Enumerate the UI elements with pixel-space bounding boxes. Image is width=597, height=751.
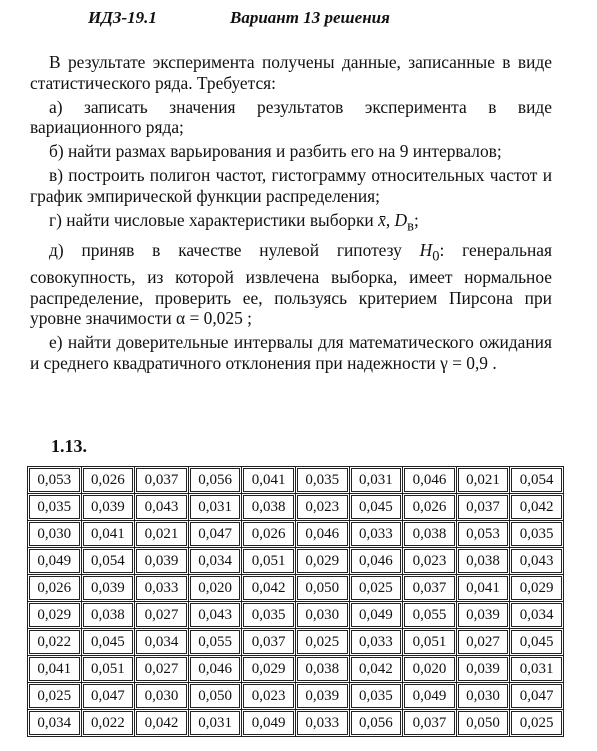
cell-value: 0,023 <box>404 549 455 573</box>
null-hypothesis-symbol: H <box>419 240 433 261</box>
table-cell <box>242 629 296 656</box>
table-cell <box>242 656 296 683</box>
table-cell <box>135 629 189 656</box>
task-item-d-rest: : генеральная совокупность, из которой извлечена выборка, имеет нормальное распределение, проверить ее, пользуясь критерием Пирсона при уровне значимости α = 0,025 ; <box>30 240 552 329</box>
table-cell <box>188 602 242 629</box>
cell-value: 0,031 <box>511 657 562 681</box>
cell-value: 0,025 <box>297 630 348 654</box>
table-cell <box>295 602 349 629</box>
table-cell <box>81 521 135 548</box>
table-cell <box>135 521 189 548</box>
table-cell <box>28 521 82 548</box>
table-cell <box>510 710 564 737</box>
cell-value: 0,038 <box>243 495 294 519</box>
table-cell <box>135 548 189 575</box>
table-cell <box>456 656 510 683</box>
table-cell <box>81 710 135 737</box>
task-item-d-prefix: д) приняв в качестве нулевой гипотезу <box>49 240 402 261</box>
table-cell <box>188 710 242 737</box>
cell-value: 0,030 <box>297 603 348 627</box>
cell-value: 0,034 <box>190 549 241 573</box>
table-cell <box>81 548 135 575</box>
table-cell <box>242 494 296 521</box>
task-item-b: б) найти размах варьирования и разбить его на 9 интервалов; <box>49 141 502 162</box>
table-cell <box>403 575 457 602</box>
table-cell <box>349 575 403 602</box>
table-row <box>28 710 564 737</box>
table-cell <box>188 467 242 494</box>
table-cell <box>510 656 564 683</box>
table-cell <box>403 656 457 683</box>
table-cell <box>403 629 457 656</box>
sample-variance-symbol: D <box>394 209 408 230</box>
table-cell <box>456 494 510 521</box>
cell-value: 0,045 <box>83 630 134 654</box>
cell-value: 0,043 <box>511 549 562 573</box>
table-cell <box>28 683 82 710</box>
cell-value: 0,029 <box>243 657 294 681</box>
task-item-d <box>30 240 552 329</box>
table-cell <box>295 494 349 521</box>
cell-value: 0,037 <box>136 468 187 492</box>
table-cell <box>188 521 242 548</box>
cell-value: 0,041 <box>83 522 134 546</box>
cell-value: 0,025 <box>511 711 562 735</box>
cell-value: 0,039 <box>458 603 509 627</box>
task-item-g-end: ; <box>413 209 419 230</box>
task-item-a: а) записать значения результатов эксперимента в виде вариационного ряда; <box>30 96 552 138</box>
problem-number: 1.13. <box>51 436 87 456</box>
task-description <box>30 52 552 377</box>
cell-value: 0,027 <box>458 630 509 654</box>
cell-value: 0,041 <box>243 468 294 492</box>
cell-value: 0,030 <box>458 684 509 708</box>
table-cell <box>135 494 189 521</box>
cell-value: 0,020 <box>404 657 455 681</box>
table-cell <box>295 710 349 737</box>
cell-value: 0,050 <box>458 711 509 735</box>
cell-value: 0,033 <box>351 630 402 654</box>
table-cell <box>135 683 189 710</box>
table-cell <box>242 575 296 602</box>
cell-value: 0,051 <box>243 549 294 573</box>
table-cell <box>456 629 510 656</box>
table-cell <box>28 467 82 494</box>
table-cell <box>510 494 564 521</box>
cell-value: 0,054 <box>511 468 562 492</box>
task-item-g-separator: , <box>385 209 395 230</box>
table-cell <box>456 575 510 602</box>
table-cell <box>403 710 457 737</box>
cell-value: 0,053 <box>458 522 509 546</box>
table-cell <box>28 548 82 575</box>
table-cell <box>403 683 457 710</box>
table-row <box>28 548 564 575</box>
table-cell <box>456 683 510 710</box>
cell-value: 0,050 <box>297 576 348 600</box>
cell-value: 0,026 <box>83 468 134 492</box>
cell-value: 0,053 <box>29 468 80 492</box>
table-cell <box>242 602 296 629</box>
table-cell <box>510 521 564 548</box>
cell-value: 0,021 <box>458 468 509 492</box>
cell-value: 0,031 <box>190 495 241 519</box>
cell-value: 0,030 <box>29 522 80 546</box>
table-cell <box>349 683 403 710</box>
table-cell <box>188 629 242 656</box>
table-cell <box>403 521 457 548</box>
cell-value: 0,046 <box>190 657 241 681</box>
table-cell <box>188 575 242 602</box>
table-cell <box>188 656 242 683</box>
cell-value: 0,046 <box>404 468 455 492</box>
cell-value: 0,035 <box>243 603 294 627</box>
cell-value: 0,038 <box>297 657 348 681</box>
cell-value: 0,031 <box>190 711 241 735</box>
table-row <box>28 602 564 629</box>
task-item-g <box>30 210 552 237</box>
cell-value: 0,046 <box>351 549 402 573</box>
cell-value: 0,026 <box>404 495 455 519</box>
table-cell <box>510 575 564 602</box>
table-cell <box>135 575 189 602</box>
cell-value: 0,033 <box>297 711 348 735</box>
table-cell <box>188 494 242 521</box>
table-cell <box>456 467 510 494</box>
cell-value: 0,047 <box>83 684 134 708</box>
table-cell <box>349 710 403 737</box>
cell-value: 0,039 <box>83 495 134 519</box>
table-cell <box>242 521 296 548</box>
cell-value: 0,023 <box>243 684 294 708</box>
table-cell <box>188 683 242 710</box>
cell-value: 0,035 <box>511 522 562 546</box>
cell-value: 0,041 <box>458 576 509 600</box>
cell-value: 0,034 <box>136 630 187 654</box>
cell-value: 0,054 <box>83 549 134 573</box>
cell-value: 0,049 <box>29 549 80 573</box>
table-cell <box>403 602 457 629</box>
table-cell <box>81 602 135 629</box>
task-item-g-prefix: г) найти числовые характеристики выборки <box>49 209 374 230</box>
cell-value: 0,021 <box>136 522 187 546</box>
cell-value: 0,056 <box>351 711 402 735</box>
assignment-code: ИДЗ-19.1 <box>88 8 157 27</box>
table-cell <box>456 710 510 737</box>
table-cell <box>242 683 296 710</box>
cell-value: 0,042 <box>243 576 294 600</box>
cell-value: 0,042 <box>511 495 562 519</box>
sample-mean-symbol: x̄ <box>378 209 386 230</box>
variant-title: Вариант 13 решения <box>230 8 390 27</box>
table-cell <box>456 548 510 575</box>
table-row <box>28 656 564 683</box>
table-cell <box>295 629 349 656</box>
cell-value: 0,037 <box>404 576 455 600</box>
table-cell <box>349 521 403 548</box>
cell-value: 0,055 <box>404 603 455 627</box>
table-cell <box>349 656 403 683</box>
cell-value: 0,034 <box>511 603 562 627</box>
cell-value: 0,037 <box>404 711 455 735</box>
cell-value: 0,025 <box>29 684 80 708</box>
cell-value: 0,047 <box>190 522 241 546</box>
table-cell <box>188 548 242 575</box>
table-cell <box>81 656 135 683</box>
table-cell <box>135 656 189 683</box>
table-cell <box>295 467 349 494</box>
table-cell <box>81 467 135 494</box>
cell-value: 0,033 <box>351 522 402 546</box>
cell-value: 0,043 <box>190 603 241 627</box>
table-cell <box>456 521 510 548</box>
table-cell <box>81 629 135 656</box>
table-cell <box>349 629 403 656</box>
table-cell <box>242 548 296 575</box>
cell-value: 0,037 <box>243 630 294 654</box>
null-hypothesis-subscript: 0 <box>432 248 440 265</box>
cell-value: 0,045 <box>511 630 562 654</box>
cell-value: 0,026 <box>243 522 294 546</box>
table-cell <box>456 602 510 629</box>
cell-value: 0,031 <box>351 468 402 492</box>
cell-value: 0,022 <box>83 711 134 735</box>
table-row <box>28 521 564 548</box>
cell-value: 0,027 <box>136 657 187 681</box>
table-cell <box>403 467 457 494</box>
table-cell <box>403 494 457 521</box>
cell-value: 0,035 <box>29 495 80 519</box>
cell-value: 0,038 <box>458 549 509 573</box>
cell-value: 0,038 <box>404 522 455 546</box>
cell-value: 0,042 <box>136 711 187 735</box>
table-cell <box>349 548 403 575</box>
cell-value: 0,049 <box>351 603 402 627</box>
cell-value: 0,041 <box>29 657 80 681</box>
table-cell <box>28 710 82 737</box>
cell-value: 0,051 <box>404 630 455 654</box>
table-cell <box>349 467 403 494</box>
table-cell <box>81 683 135 710</box>
cell-value: 0,026 <box>29 576 80 600</box>
table-cell <box>135 710 189 737</box>
table-cell <box>510 629 564 656</box>
table-cell <box>295 548 349 575</box>
cell-value: 0,035 <box>297 468 348 492</box>
cell-value: 0,049 <box>404 684 455 708</box>
task-item-e: е) найти доверительные интервалы для математического ожидания и среднего квадратичного отклонения при надежности γ = 0,9 . <box>30 332 552 373</box>
table-cell <box>510 467 564 494</box>
cell-value: 0,025 <box>351 576 402 600</box>
cell-value: 0,051 <box>83 657 134 681</box>
cell-value: 0,029 <box>511 576 562 600</box>
task-intro: В результате эксперимента получены данные, записанные в виде статистического ряда. Требуется: <box>30 52 552 93</box>
cell-value: 0,033 <box>136 576 187 600</box>
table-cell <box>295 521 349 548</box>
cell-value: 0,020 <box>190 576 241 600</box>
cell-value: 0,042 <box>351 657 402 681</box>
table-cell <box>81 575 135 602</box>
table-cell <box>510 548 564 575</box>
cell-value: 0,046 <box>297 522 348 546</box>
data-table-body <box>28 467 564 737</box>
table-cell <box>510 602 564 629</box>
cell-value: 0,029 <box>29 603 80 627</box>
cell-value: 0,027 <box>136 603 187 627</box>
task-item-c: в) построить полигон частот, гистограмму относительных частот и график эмпирической функции распределения; <box>30 165 552 206</box>
cell-value: 0,039 <box>83 576 134 600</box>
cell-value: 0,039 <box>458 657 509 681</box>
table-row <box>28 575 564 602</box>
table-cell <box>135 602 189 629</box>
cell-value: 0,034 <box>29 711 80 735</box>
table-row <box>28 467 564 494</box>
table-cell <box>242 467 296 494</box>
table-cell <box>295 575 349 602</box>
table-cell <box>28 656 82 683</box>
table-cell <box>81 494 135 521</box>
table-cell <box>28 494 82 521</box>
cell-value: 0,050 <box>190 684 241 708</box>
cell-value: 0,030 <box>136 684 187 708</box>
cell-value: 0,037 <box>458 495 509 519</box>
cell-value: 0,022 <box>29 630 80 654</box>
table-cell <box>510 683 564 710</box>
cell-value: 0,035 <box>351 684 402 708</box>
table-cell <box>242 710 296 737</box>
cell-value: 0,023 <box>297 495 348 519</box>
cell-value: 0,029 <box>297 549 348 573</box>
sample-variance-subscript: в <box>407 218 414 235</box>
cell-value: 0,056 <box>190 468 241 492</box>
table-cell <box>295 656 349 683</box>
page-header <box>88 8 390 28</box>
table-row <box>28 683 564 710</box>
cell-value: 0,055 <box>190 630 241 654</box>
table-row <box>28 494 564 521</box>
cell-value: 0,049 <box>243 711 294 735</box>
table-cell <box>28 602 82 629</box>
cell-value: 0,045 <box>351 495 402 519</box>
table-cell <box>349 602 403 629</box>
table-row <box>28 629 564 656</box>
cell-value: 0,043 <box>136 495 187 519</box>
table-cell <box>349 494 403 521</box>
table-cell <box>295 683 349 710</box>
table-cell <box>28 575 82 602</box>
data-table <box>27 466 564 737</box>
cell-value: 0,047 <box>511 684 562 708</box>
cell-value: 0,038 <box>83 603 134 627</box>
table-cell <box>28 629 82 656</box>
cell-value: 0,039 <box>297 684 348 708</box>
cell-value: 0,039 <box>136 549 187 573</box>
table-cell <box>403 548 457 575</box>
table-cell <box>135 467 189 494</box>
